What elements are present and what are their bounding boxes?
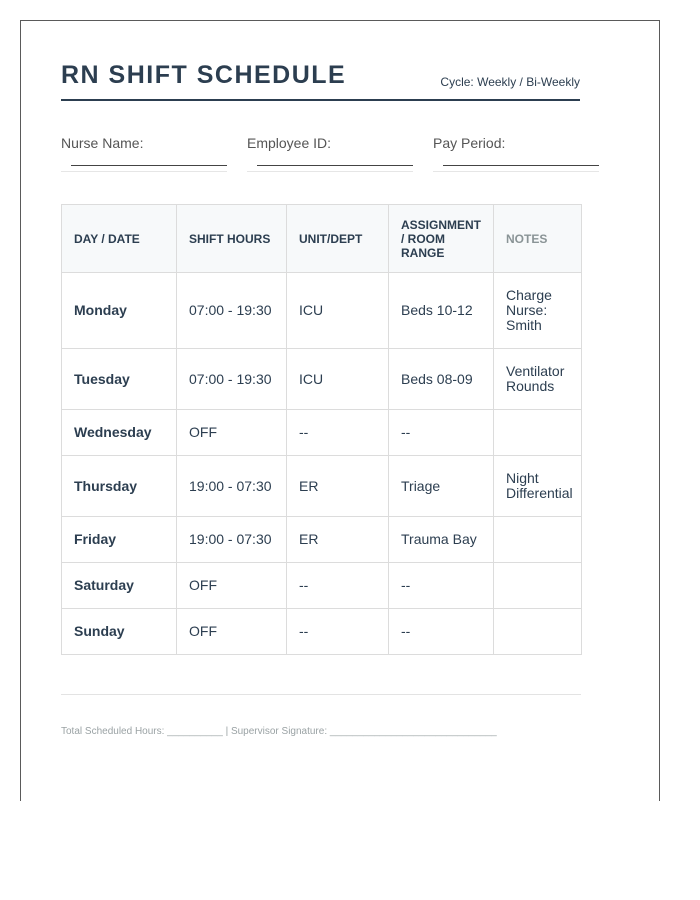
table-header-row [62,205,582,273]
table-row [62,517,582,563]
unit-cell: ICU [287,273,389,349]
page-title: RN SHIFT SCHEDULE [61,61,347,89]
cycle-label: Cycle: Weekly / Bi-Weekly [440,75,580,89]
document-header [61,61,580,101]
assignment-cell: Beds 08-09 [389,349,494,410]
day-cell: Sunday [62,609,177,655]
table-row [62,456,582,517]
shift-schedule-table [61,204,582,655]
employee-id-line [257,165,413,166]
table-row [62,609,582,655]
pay-period-underline [433,171,599,172]
notes-cell: Night Differential [494,456,582,517]
employee-id-underline [247,171,413,172]
hours-cell: OFF [177,609,287,655]
notes-cell: Ventilator Rounds [494,349,582,410]
nurse-name-underline [61,171,227,172]
day-cell: Thursday [62,456,177,517]
assignment-cell: Beds 10-12 [389,273,494,349]
footer-divider [61,694,581,695]
nurse-name-line [71,165,227,166]
column-header-day: DAY / DATE [62,205,177,273]
employee-info-fields [61,134,621,174]
pay-period-line [443,165,599,166]
hours-cell: OFF [177,563,287,609]
hours-cell: 07:00 - 19:30 [177,349,287,410]
footer-signature-line: Total Scheduled Hours: __________ | Supervisor Signature: ______________________________ [61,726,497,737]
hours-cell: 19:00 - 07:30 [177,456,287,517]
day-cell: Monday [62,273,177,349]
pay-period-label: Pay Period: [433,135,506,151]
hours-cell: OFF [177,410,287,456]
table-row [62,410,582,456]
unit-cell: -- [287,410,389,456]
column-header-hours: SHIFT HOURS [177,205,287,273]
unit-cell: ER [287,456,389,517]
notes-cell: Charge Nurse: Smith [494,273,582,349]
notes-cell [494,410,582,456]
day-cell: Tuesday [62,349,177,410]
unit-cell: ER [287,517,389,563]
column-header-notes: NOTES [494,205,582,273]
nurse-name-field[interactable] [61,134,227,174]
column-header-assignment: ASSIGNMENT / ROOM RANGE [389,205,494,273]
table-row [62,349,582,410]
pay-period-field[interactable] [433,134,599,174]
nurse-name-label: Nurse Name: [61,135,144,151]
column-header-unit: UNIT/DEPT [287,205,389,273]
unit-cell: -- [287,563,389,609]
table-row [62,273,582,349]
assignment-cell: Trauma Bay [389,517,494,563]
day-cell: Wednesday [62,410,177,456]
day-cell: Saturday [62,563,177,609]
notes-cell [494,609,582,655]
employee-id-field[interactable] [247,134,413,174]
unit-cell: -- [287,609,389,655]
notes-cell [494,563,582,609]
hours-cell: 19:00 - 07:30 [177,517,287,563]
notes-cell [494,517,582,563]
assignment-cell: Triage [389,456,494,517]
employee-id-label: Employee ID: [247,135,332,151]
hours-cell: 07:00 - 19:30 [177,273,287,349]
day-cell: Friday [62,517,177,563]
assignment-cell: -- [389,609,494,655]
assignment-cell: -- [389,563,494,609]
assignment-cell: -- [389,410,494,456]
unit-cell: ICU [287,349,389,410]
table-row [62,563,582,609]
